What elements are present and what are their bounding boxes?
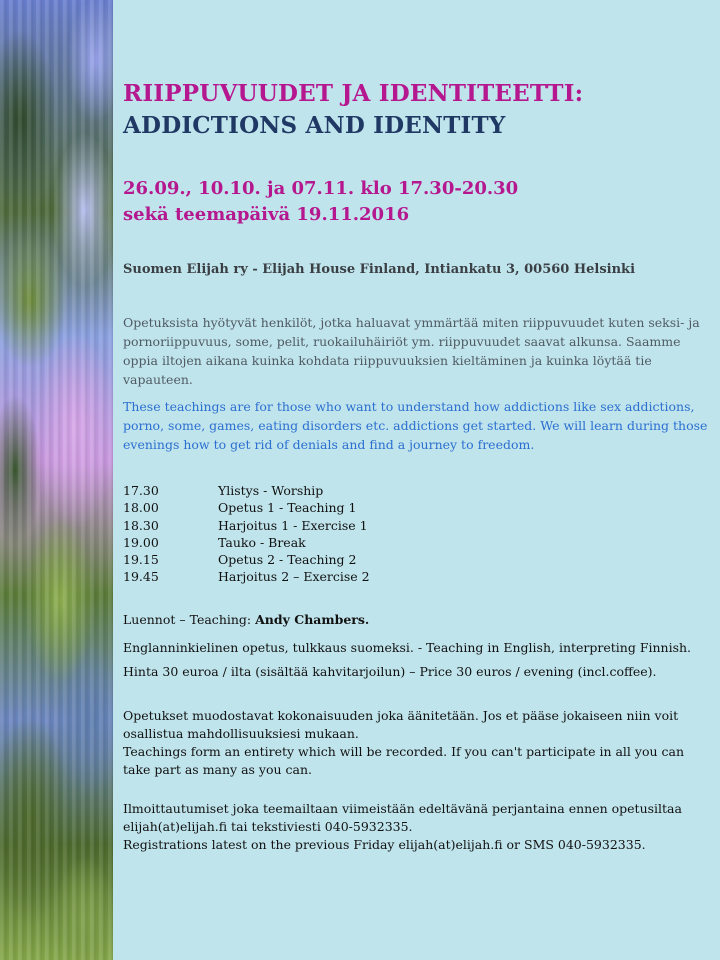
title-finnish: RIIPPUVUUDET JA IDENTITEETTI: [123,80,584,107]
schedule-time: 19.45 [123,569,159,585]
schedule-row [123,499,708,516]
schedule-row [123,517,708,534]
registration-finnish: Ilmoittautumiset joka teemailtaan viimeistään edeltävänä perjantaina ennen opetusiltaa elijah(at)elijah.fi tai tekstiviesti 040-5932335. [123,801,682,834]
schedule-time: 19.15 [123,552,159,568]
schedule-time: 18.30 [123,517,159,533]
schedule-item: Opetus 1 - Teaching 1 [218,500,357,516]
schedule-time: 18.00 [123,500,159,516]
event-dates [123,176,518,228]
schedule-item: Tauko - Break [218,534,306,550]
price-info: Hinta 30 euroa / ilta (sisältää kahvitarjoilun) – Price 30 euros / evening (incl.coffee). [123,664,657,679]
schedule-item: Ylistys - Worship [218,483,324,498]
teacher-name: Andy Chambers. [255,612,370,627]
page-title [123,78,583,142]
registration-english: Registrations latest on the previous Friday elijah(at)elijah.fi or SMS 040-5932335. [123,837,646,852]
schedule-item: Harjoitus 1 - Exercise 1 [218,517,368,533]
teacher-label: Luennot – Teaching: [123,612,256,627]
schedule-list [123,482,708,586]
schedule-time: 17.30 [123,483,159,498]
description-finnish: Opetuksista hyötyvät henkilöt, jotka haluavat ymmärtää miten riippuvuudet kuten seksi- ja pornoriippuvuus, some, pelit, ruokailuhäiriöt ym. riippuvuudet saavat alkunsa. Saamme oppia iltojen aikana kuinka kohdata riippuvuuksien kieltäminen ja kuinka löytää tie vapauteen. [123,315,700,387]
venue-address: Suomen Elijah ry - Elijah House Finland, Intiankatu 3, 00560 Helsinki [123,262,636,277]
schedule-time: 19.00 [123,534,159,550]
recording-info [123,707,708,779]
schedule-row [123,551,708,568]
dates-line-1: 26.09., 10.10. ja 07.11. klo 17.30-20.30 [123,178,519,199]
schedule-item: Harjoitus 2 – Exercise 2 [218,569,370,585]
schedule-row [123,534,708,551]
recording-english: Teachings form an entirety which will be recorded. If you can't participate in all you can take part as many as you can. [123,744,685,777]
teacher-line [123,611,708,629]
language-info: Englanninkielinen opetus, tulkkaus suomeksi. - Teaching in English, interpreting Finnish. [123,640,692,655]
schedule-row [123,482,708,499]
description-english: These teachings are for those who want to understand how addictions like sex addictions, porno, some, games, eating disorders etc. addictions get started. We will learn during those evenings how to get rid of denials and find a journey to freedom. [123,399,708,452]
title-english: ADDICTIONS AND IDENTITY [123,112,506,139]
schedule-row [123,568,708,585]
recording-finnish: Opetukset muodostavat kokonaisuuden joka äänitetään. Jos et pääse jokaiseen niin voit osallistua mahdollisuuksiesi mukaan. [123,708,679,741]
schedule-item: Opetus 2 - Teaching 2 [218,552,357,568]
dates-line-2: sekä teemapäivä 19.11.2016 [123,204,410,225]
flower-image [0,0,113,960]
registration-info [123,800,708,854]
